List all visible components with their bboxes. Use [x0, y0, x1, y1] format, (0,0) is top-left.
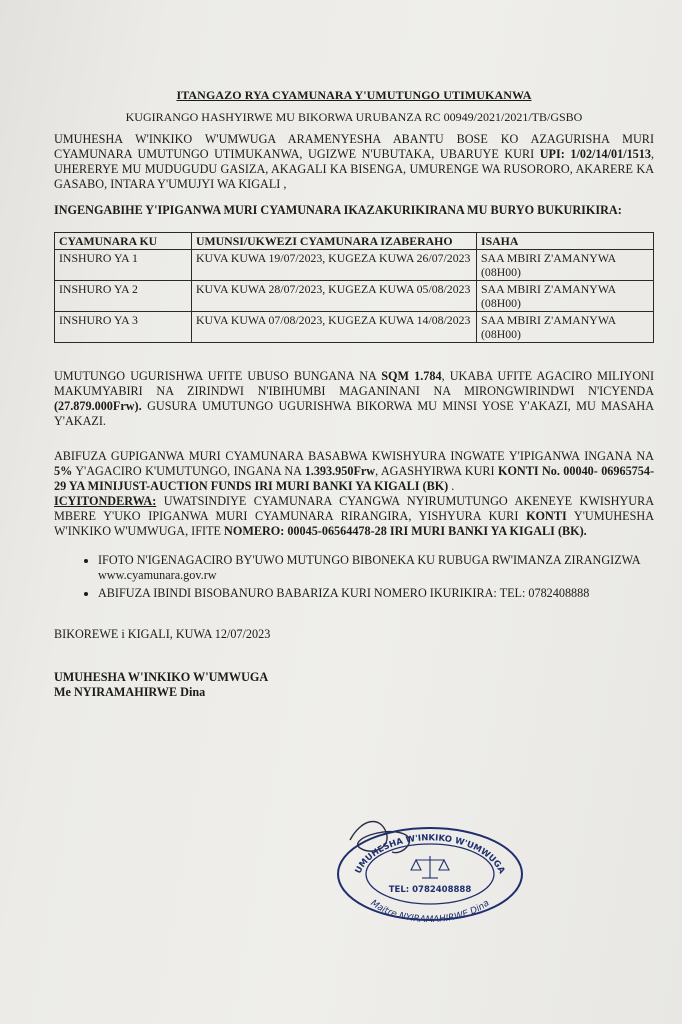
deposit-text-3: , AGASHYIRWA KURI — [375, 464, 498, 478]
table-header-row — [55, 233, 654, 250]
table-row — [55, 250, 654, 281]
list-item: • IFOTO N'IGENAGACIRO BY'UWO MUTUNGO BIBONEKA KU RUBUGA RW'IMANZA ZIRANGIZWA www.cyamunara.gov.rw — [98, 553, 654, 583]
time-cell: SAA MBIRI Z'AMANYWA (08H00) — [477, 250, 654, 281]
deposit-text: ABIFUZA GUPIGANWA MURI CYAMUNARA BASABWA KWISHYURA INGWATE Y'IPIGANWA INGANA NA — [54, 449, 654, 463]
deposit-text-2: Y'AGACIRO K'UMUTUNGO, INGANA NA — [72, 464, 305, 478]
announcement-body — [54, 88, 654, 700]
document-subtitle: KUGIRANGO HASHYIRWE MU BIKORWA URUBANZA RC 00949/2021/2021/TB/GSBO — [125, 110, 583, 124]
deposit-amount: 1.393.950Frw — [304, 464, 376, 478]
note-text: UWATSINDIYE CYAMUNARA CYANGWA NYIRUMUTUNGO AKENEYE KWISHYURA MBERE Y'UKO IPIGANWA MURI CYAMUNARA RIRANGIRA, YISHYURA KURI — [54, 494, 654, 523]
round-cell: INSHURO YA 3 — [55, 312, 192, 343]
header-round: CYAMUNARA KU — [55, 233, 192, 250]
visit-info: GUSURA UMUTUNGO UGURISHWA BIKORWA MU MINSI YOSE Y'AKAZI, MU MASAHA Y'AKAZI. — [54, 399, 654, 428]
table-row — [55, 281, 654, 312]
signatory-role: UMUHESHA W'INKIKO W'UMWUGA — [54, 670, 269, 684]
time-cell: SAA MBIRI Z'AMANYWA (08H00) — [477, 281, 654, 312]
stamp-bottom-text: Maitre NYIRAMAHIRWE Dina — [368, 898, 492, 922]
list-item: • ABIFUZA IBINDI BISOBANURO BABARIZA KURI NOMERO IKURIKIRA: TEL: 0782408888 — [98, 586, 654, 601]
place-date: BIKOREWE i KIGALI, KUWA 12/07/2023 — [54, 627, 271, 641]
property-area: SQM 1.784 — [381, 369, 442, 383]
note-label: ICYITONDERWA: — [54, 494, 157, 508]
schedule-heading: INGENGABIHE Y'IPIGANWA MURI CYAMUNARA IKAZAKURIKIRANA MU BURYO BUKURIKIRA: — [54, 203, 622, 217]
date-cell: KUVA KUWA 28/07/2023, KUGEZA KUWA 05/08/2023 — [192, 281, 477, 312]
intro-location: , UHERERYE MU MUDUGUDU GASIZA, AKAGALI KA BISENGA, UMURENGE WA RUSORORO, AKARERE KA GASABO, INTARA Y'UMUJYI WA KIGALI , — [54, 147, 654, 191]
header-time: ISAHA — [477, 233, 654, 250]
stamp-phone: TEL: 0782408888 — [388, 885, 472, 895]
document-title: ITANGAZO RYA CYAMUNARA Y'UMUTUNGO UTIMUKANWA — [176, 88, 532, 102]
time-cell: SAA MBIRI Z'AMANYWA (08H00) — [477, 312, 654, 343]
property-value: (27.879.000Frw). — [54, 399, 142, 413]
round-cell: INSHURO YA 1 — [55, 250, 192, 281]
deposit-percent: 5% — [54, 464, 73, 478]
scales-of-justice-icon — [411, 856, 449, 878]
note-account-label: KONTI — [526, 509, 567, 523]
property-paragraph — [54, 369, 654, 429]
deposit-account: KONTI No. 00040- 06965754- 29 YA MINIJUST-AUCTION FUNDS IRI MURI BANKI YA KIGALI (BK) — [54, 464, 655, 493]
stamp-top-text: UMUHESHA W'INKIKO W'UMWUGA — [353, 833, 507, 876]
upi-number: UPI: 1/02/14/01/1513 — [539, 147, 651, 161]
auction-schedule-table — [54, 232, 654, 343]
property-value-words: , UKABA UFITE AGACIRO MILIYONI MAKUMYABIRI NA ZIRINDWI N'IBIHUMBI MAGANINANI NA MIRONGWIRINDWI N'ICYENDA — [54, 369, 655, 398]
table-row — [55, 312, 654, 343]
signatory-name: Me NYIRAMAHIRWE Dina — [54, 685, 206, 699]
note-text-2: Y'UMUHESHA W'INKIKO W'UMWUGA, IFITE — [54, 509, 654, 538]
header-date: UMUNSI/UKWEZI CYAMUNARA IZABERAHO — [192, 233, 477, 250]
signature-block — [54, 670, 654, 700]
intro-text: UMUHESHA W'INKIKO W'UMWUGA ARAMENYESHA ABANTU BOSE KO AZAGURISHA MURI CYAMUNARA UMUTUNGO UTIMUKANWA, UGIZWE N'UBUTAKA, UBARUYE KURI — [54, 132, 654, 161]
official-stamp — [332, 812, 527, 922]
deposit-paragraph — [54, 449, 654, 539]
round-cell: INSHURO YA 2 — [55, 281, 192, 312]
intro-paragraph — [54, 132, 654, 192]
deposit-end: . — [448, 479, 455, 493]
date-cell: KUVA KUWA 19/07/2023, KUGEZA KUWA 26/07/2023 — [192, 250, 477, 281]
note-account-number: NOMERO: 00045-06564478-28 IRI MURI BANKI YA KIGALI (BK). — [224, 524, 587, 538]
property-text: UMUTUNGO UGURISHWA UFITE UBUSO BUNGANA NA — [54, 369, 382, 383]
info-bullets — [54, 553, 654, 601]
date-cell: KUVA KUWA 07/08/2023, KUGEZA KUWA 14/08/2023 — [192, 312, 477, 343]
